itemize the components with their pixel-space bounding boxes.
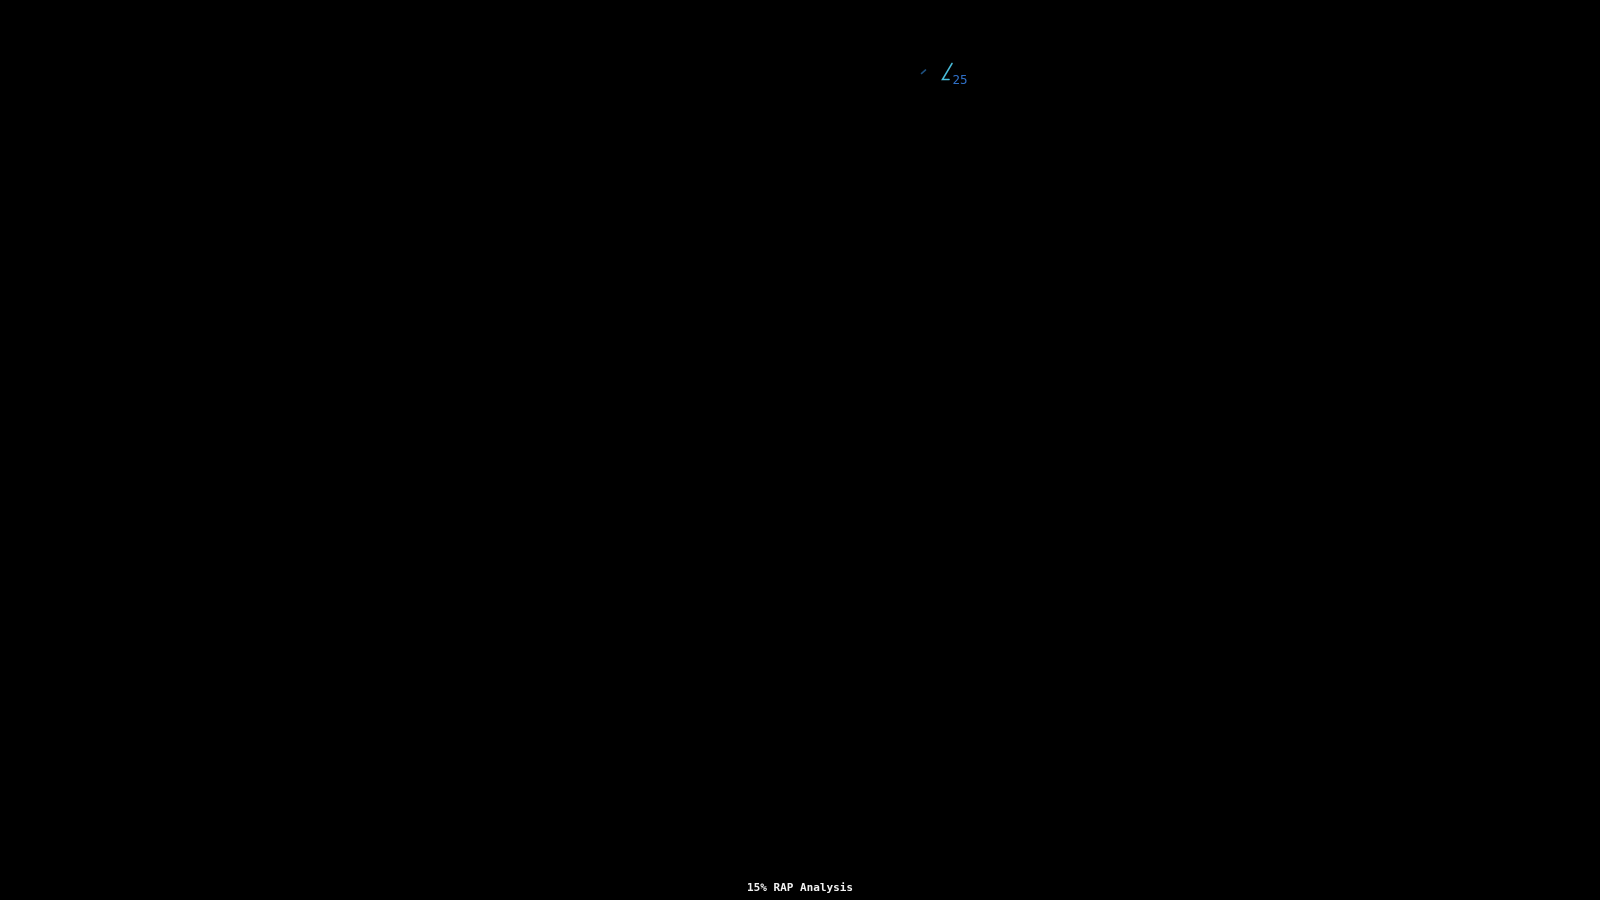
caption-title: 15% RAP Analysis <box>747 881 853 894</box>
angle-value-label: 25 <box>952 72 968 87</box>
tick-mark-icon <box>922 70 926 74</box>
angle-symbol-icon <box>943 64 953 80</box>
